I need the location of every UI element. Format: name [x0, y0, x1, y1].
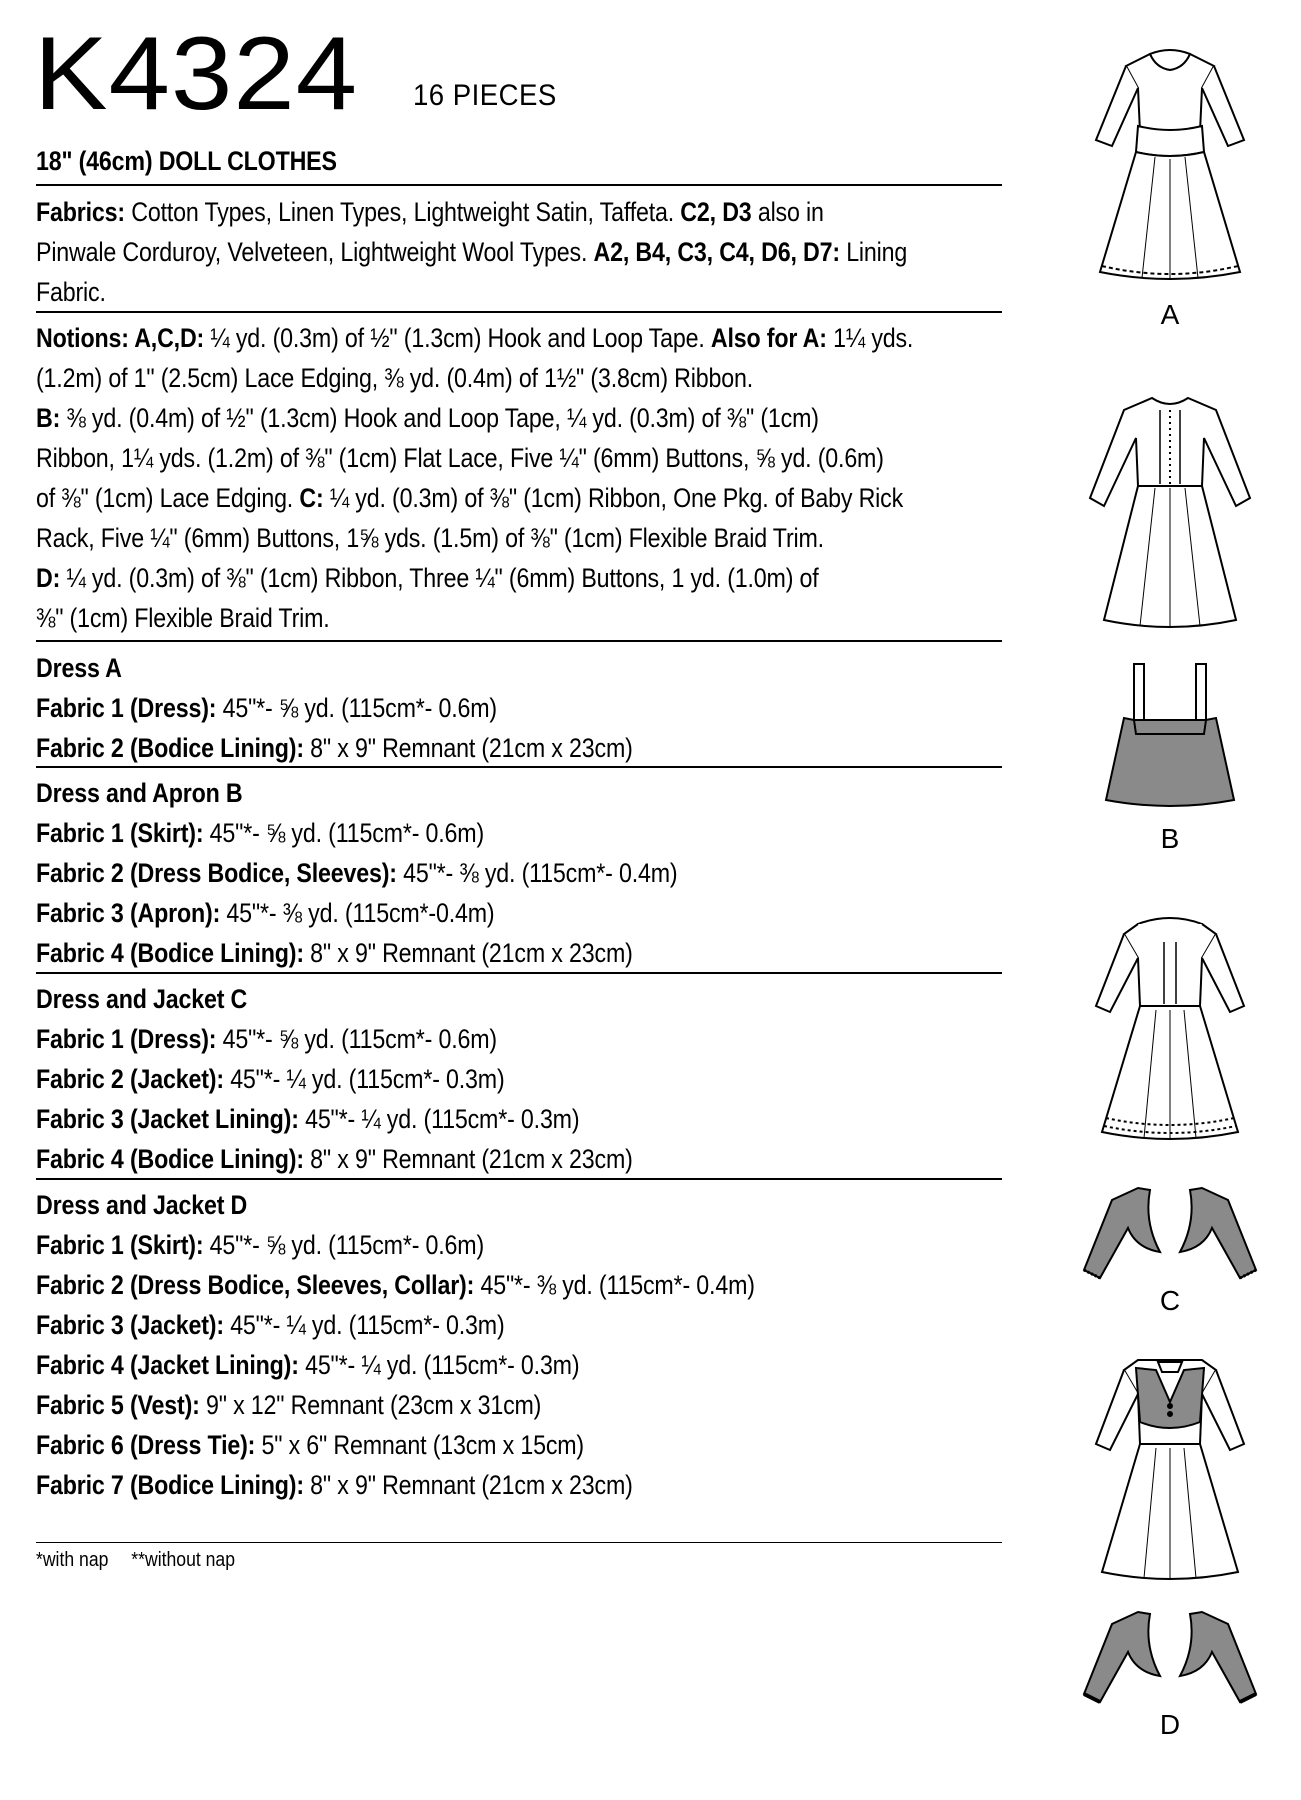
divider — [36, 1542, 1002, 1543]
fabric-row: Fabric 2 (Jacket): 45"*- ¼ yd. (115cm*- 0.3m) — [36, 1064, 505, 1094]
footnotes — [36, 1548, 235, 1572]
fabrics-block — [36, 192, 1160, 312]
view-c-dress-sketch — [1080, 910, 1260, 1150]
fabric-row: Fabric 3 (Jacket Lining): 45"*- ¼ yd. (115cm*- 0.3m) — [36, 1104, 580, 1134]
section-dress-a — [36, 648, 1160, 768]
fabric-row: Fabric 1 (Dress): 45"*- ⅝ yd. (115cm*- 0.6m) — [36, 1024, 497, 1054]
section-heading: Dress A — [36, 653, 122, 683]
fabrics-line: Pinwale Corduroy, Velveteen, Lightweight Wool Types. A2, B4, C3, C4, D6, D7: Lining — [36, 237, 908, 267]
section-heading: Dress and Jacket D — [36, 1190, 248, 1220]
fabric-row: Fabric 7 (Bodice Lining): 8" x 9" Remnant (21cm x 23cm) — [36, 1470, 633, 1500]
divider — [36, 1178, 1002, 1180]
notions-line: of ⅜" (1cm) Lace Edging. C: ¼ yd. (0.3m) of ⅜" (1cm) Ribbon, One Pkg. of Baby Rick — [36, 483, 904, 513]
fabrics-line: Fabrics: Cotton Types, Linen Types, Lightweight Satin, Taffeta. C2, D3 also in — [36, 197, 824, 227]
without-nap-note: **without nap — [131, 1549, 236, 1571]
view-c-label: C — [1159, 1285, 1181, 1316]
fabric-row: Fabric 1 (Dress): 45"*- ⅝ yd. (115cm*- 0.6m) — [36, 693, 497, 723]
fabric-row: Fabric 4 (Bodice Lining): 8" x 9" Remnant (21cm x 23cm) — [36, 938, 633, 968]
view-b-apron-sketch — [1100, 660, 1240, 854]
divider — [36, 766, 1002, 768]
fabric-row: Fabric 1 (Skirt): 45"*- ⅝ yd. (115cm*- 0.6m) — [36, 818, 485, 848]
notions-line: D: ¼ yd. (0.3m) of ⅜" (1cm) Ribbon, Three ¼" (6mm) Buttons, 1 yd. (1.0m) of — [36, 563, 819, 593]
notions-block — [36, 318, 1160, 638]
section-heading: Dress and Jacket C — [36, 984, 248, 1014]
view-a-dress-sketch — [1080, 42, 1260, 330]
section-heading: Dress and Apron B — [36, 778, 243, 808]
notions-line: Ribbon, 1¼ yds. (1.2m) of ⅜" (1cm) Flat Lace, Five ¼" (6mm) Buttons, ⅝ yd. (0.6m) — [36, 443, 884, 473]
fabrics-line: Fabric. — [36, 277, 106, 307]
fabric-row: Fabric 3 (Apron): 45"*- ⅜ yd. (115cm*-0.4m) — [36, 898, 495, 928]
notions-line: Notions: A,C,D: ¼ yd. (0.3m) of ½" (1.3cm) Hook and Loop Tape. Also for A: 1¼ yds. — [36, 323, 914, 353]
fabric-row: Fabric 3 (Jacket): 45"*- ¼ yd. (115cm*- 0.3m) — [36, 1310, 505, 1340]
doll-clothes-title: 18" (46cm) DOLL CLOTHES — [36, 146, 337, 176]
fabric-row: Fabric 6 (Dress Tie): 5" x 6" Remnant (13cm x 15cm) — [36, 1430, 584, 1460]
divider — [36, 640, 1002, 642]
piece-count: 16 PIECES — [413, 79, 557, 112]
view-d-dress-sketch — [1080, 1348, 1260, 1588]
section-dress-jacket-c — [36, 979, 1160, 1179]
fabric-row: Fabric 2 (Dress Bodice, Sleeves): 45"*- ⅜ yd. (115cm*- 0.4m) — [36, 858, 678, 888]
divider — [36, 972, 1002, 974]
pattern-code: K4324 — [34, 16, 359, 132]
view-a-label: A — [1160, 299, 1180, 330]
fabric-row: Fabric 4 (Jacket Lining): 45"*- ¼ yd. (115cm*- 0.3m) — [36, 1350, 580, 1380]
section-dress-jacket-d — [36, 1185, 1160, 1505]
notions-line: ⅜" (1cm) Flexible Braid Trim. — [36, 603, 330, 633]
fabric-row: Fabric 2 (Bodice Lining): 8" x 9" Remnant (21cm x 23cm) — [36, 733, 633, 763]
view-d-label: D — [1159, 1709, 1181, 1740]
view-c-jacket-sketch — [1078, 1182, 1262, 1316]
notions-line: Rack, Five ¼" (6mm) Buttons, 1⅝ yds. (1.5m) of ⅜" (1cm) Flexible Braid Trim. — [36, 523, 824, 553]
view-b-dress-sketch — [1080, 388, 1260, 633]
header — [34, 16, 996, 132]
notions-line: (1.2m) of 1" (2.5cm) Lace Edging, ⅜ yd. (0.4m) of 1½" (3.8cm) Ribbon. — [36, 363, 754, 393]
view-d-jacket-sketch — [1078, 1606, 1262, 1740]
with-nap-note: *with nap — [36, 1549, 109, 1571]
fabric-row: Fabric 1 (Skirt): 45"*- ⅝ yd. (115cm*- 0.6m) — [36, 1230, 485, 1260]
notions-line: B: ⅜ yd. (0.4m) of ½" (1.3cm) Hook and Loop Tape, ¼ yd. (0.3m) of ⅜" (1cm) — [36, 403, 819, 433]
divider — [36, 311, 1002, 313]
view-b-label: B — [1160, 823, 1180, 854]
fabric-row: Fabric 2 (Dress Bodice, Sleeves, Collar): 45"*- ⅜ yd. (115cm*- 0.4m) — [36, 1270, 755, 1300]
fabric-row: Fabric 4 (Bodice Lining): 8" x 9" Remnant (21cm x 23cm) — [36, 1144, 633, 1174]
fabric-row: Fabric 5 (Vest): 9" x 12" Remnant (23cm x 31cm) — [36, 1390, 542, 1420]
section-dress-apron-b — [36, 773, 1160, 973]
divider — [36, 184, 1002, 186]
